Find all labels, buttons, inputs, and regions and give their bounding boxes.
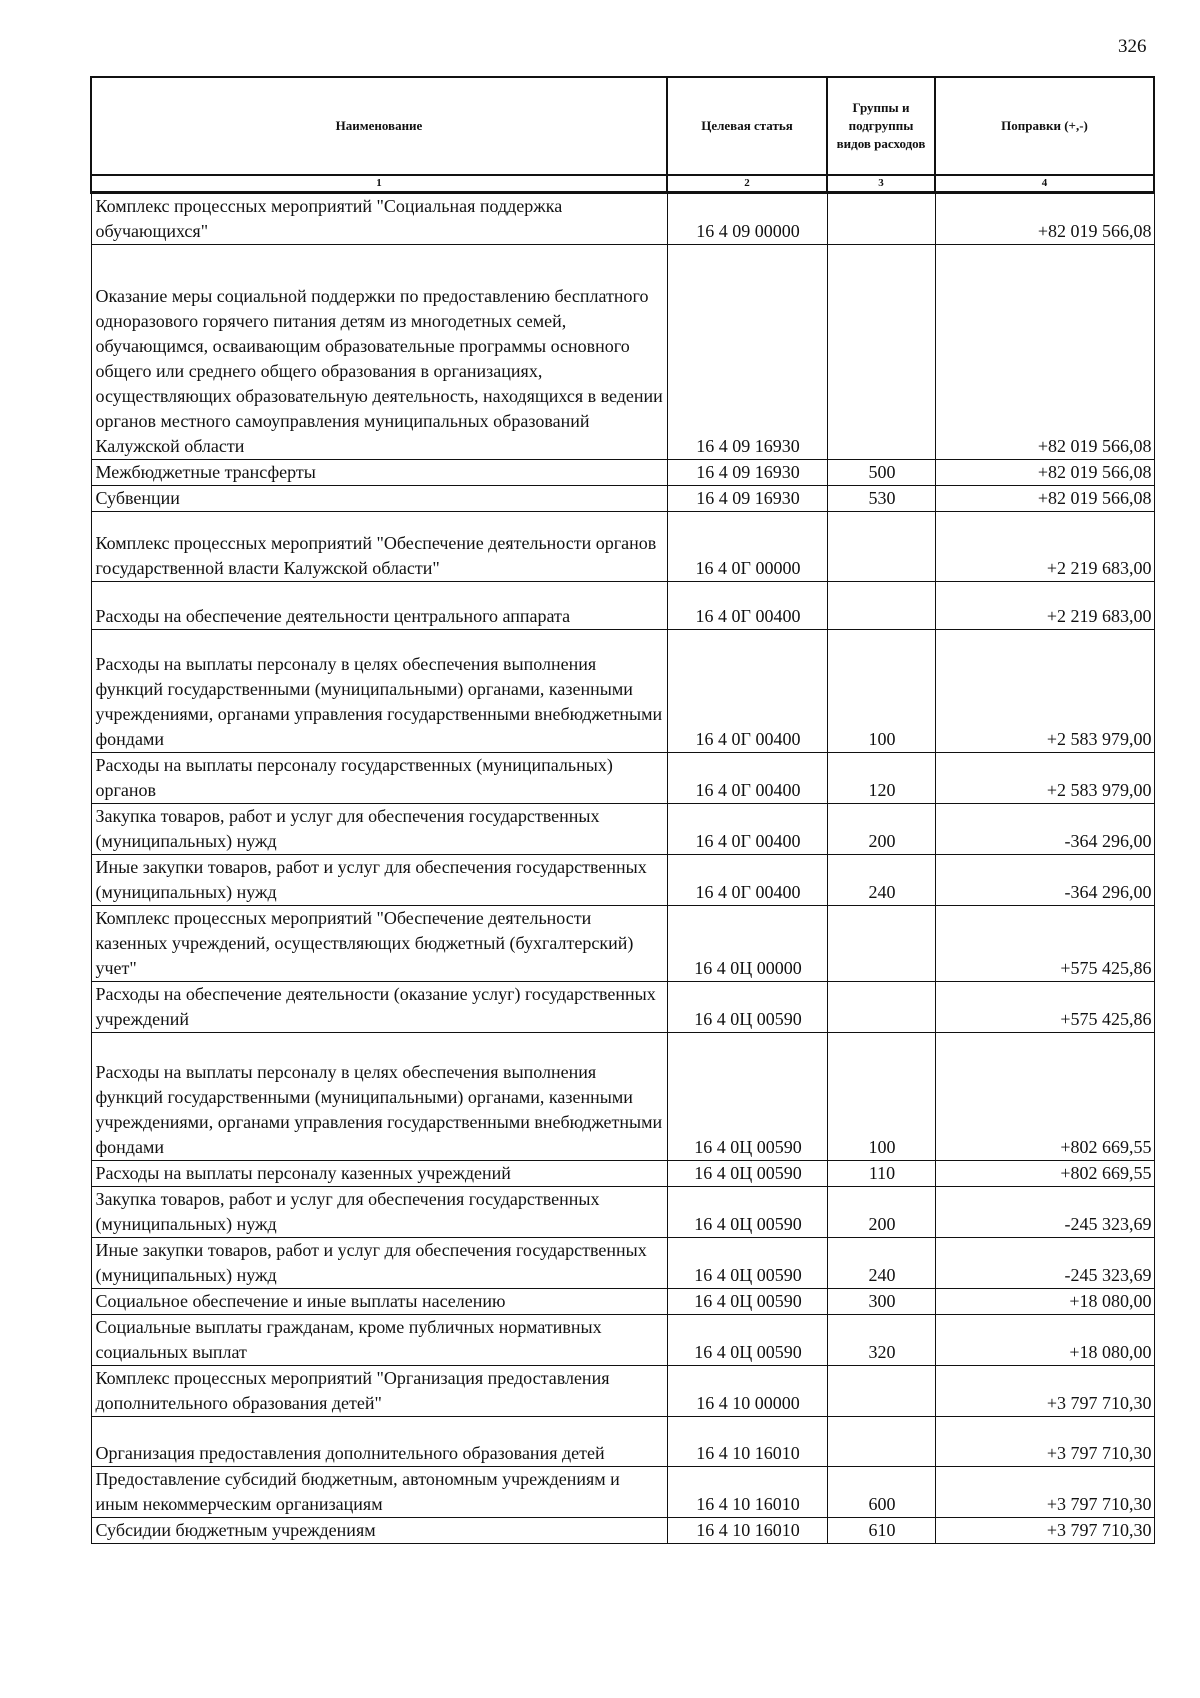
row-expense-group: 530 [827, 486, 935, 512]
row-name: Оказание меры социальной поддержки по предоставлению бесплатного одноразового горячего питания детям из многодетных семей, обучающимся, осваивающим образовательные программы основного общего или среднего общего образования в организациях, осуществляющих образовательную деятельность, находящихся в ведении органов местного самоуправления муниципальных образований Калужской области [91, 245, 667, 460]
row-target-article: 16 4 0Ц 00590 [667, 1161, 827, 1187]
table-row [91, 630, 1154, 753]
row-target-article: 16 4 0Ц 00590 [667, 1289, 827, 1315]
row-amount: +82 019 566,08 [935, 193, 1154, 245]
row-target-article: 16 4 0Г 00400 [667, 582, 827, 630]
row-name: Комплекс процессных мероприятий "Организация предоставления дополнительного образования детей" [91, 1366, 667, 1417]
row-name: Предоставление субсидий бюджетным, автономным учреждениям и иным некоммерческим организациям [91, 1467, 667, 1518]
column-number: 1 [91, 175, 667, 193]
header-name: Наименование [91, 77, 667, 175]
row-target-article: 16 4 0Ц 00000 [667, 906, 827, 982]
page-number: 326 [1118, 36, 1147, 57]
row-name: Расходы на выплаты персоналу в целях обеспечения выполнения функций государственными (муниципальными) органами, казенными учреждениями, органами управления государственными внебюджетными фондами [91, 1033, 667, 1161]
row-target-article: 16 4 0Г 00400 [667, 804, 827, 855]
table-row [91, 512, 1154, 582]
row-target-article: 16 4 09 16930 [667, 486, 827, 512]
row-name: Расходы на выплаты персоналу государственных (муниципальных) органов [91, 753, 667, 804]
row-expense-group: 100 [827, 630, 935, 753]
column-number-row [91, 175, 1154, 193]
row-name: Субсидии бюджетным учреждениям [91, 1518, 667, 1544]
row-expense-group: 610 [827, 1518, 935, 1544]
table-row [91, 1467, 1154, 1518]
row-amount: +575 425,86 [935, 906, 1154, 982]
row-name: Комплекс процессных мероприятий "Обеспечение деятельности казенных учреждений, осуществляющих бюджетный (бухгалтерский) учет" [91, 906, 667, 982]
row-target-article: 16 4 0Г 00400 [667, 630, 827, 753]
table-row [91, 1289, 1154, 1315]
budget-amendments-table [90, 76, 1155, 1544]
row-name: Социальные выплаты гражданам, кроме публичных нормативных социальных выплат [91, 1315, 667, 1366]
row-amount: +3 797 710,30 [935, 1518, 1154, 1544]
row-expense-group: 200 [827, 1187, 935, 1238]
table-row [91, 582, 1154, 630]
table-row [91, 1417, 1154, 1467]
row-amount: +2 583 979,00 [935, 753, 1154, 804]
row-amount: +18 080,00 [935, 1289, 1154, 1315]
row-expense-group [827, 982, 935, 1033]
row-expense-group: 110 [827, 1161, 935, 1187]
row-amount: +3 797 710,30 [935, 1366, 1154, 1417]
row-name: Социальное обеспечение и иные выплаты населению [91, 1289, 667, 1315]
row-amount: +2 583 979,00 [935, 630, 1154, 753]
row-expense-group: 240 [827, 855, 935, 906]
row-name: Иные закупки товаров, работ и услуг для обеспечения государственных (муниципальных) нужд [91, 855, 667, 906]
table-row [91, 486, 1154, 512]
row-target-article: 16 4 0Г 00400 [667, 855, 827, 906]
table-row [91, 982, 1154, 1033]
row-expense-group: 200 [827, 804, 935, 855]
row-expense-group [827, 582, 935, 630]
column-number: 3 [827, 175, 935, 193]
row-amount: +2 219 683,00 [935, 582, 1154, 630]
row-amount: +3 797 710,30 [935, 1417, 1154, 1467]
row-amount: -245 323,69 [935, 1187, 1154, 1238]
row-amount: +18 080,00 [935, 1315, 1154, 1366]
header-expense-group: Группы и подгруппы видов расходов [827, 77, 935, 175]
row-target-article: 16 4 0Г 00400 [667, 753, 827, 804]
row-name: Расходы на обеспечение деятельности (оказание услуг) государственных учреждений [91, 982, 667, 1033]
row-name: Межбюджетные трансферты [91, 460, 667, 486]
header-amendments: Поправки (+,-) [935, 77, 1154, 175]
table-row [91, 460, 1154, 486]
row-expense-group: 240 [827, 1238, 935, 1289]
row-amount: +82 019 566,08 [935, 486, 1154, 512]
row-expense-group: 600 [827, 1467, 935, 1518]
table-row [91, 245, 1154, 460]
row-name: Организация предоставления дополнительного образования детей [91, 1417, 667, 1467]
row-expense-group [827, 1417, 935, 1467]
table-row [91, 753, 1154, 804]
row-expense-group [827, 245, 935, 460]
header-target-article: Целевая статья [667, 77, 827, 175]
row-expense-group [827, 1366, 935, 1417]
row-amount: +82 019 566,08 [935, 245, 1154, 460]
table-row [91, 193, 1154, 245]
row-expense-group: 500 [827, 460, 935, 486]
table-row [91, 855, 1154, 906]
row-amount: +3 797 710,30 [935, 1467, 1154, 1518]
row-target-article: 16 4 0Г 00000 [667, 512, 827, 582]
row-amount: -364 296,00 [935, 804, 1154, 855]
row-name: Расходы на выплаты персоналу казенных учреждений [91, 1161, 667, 1187]
row-target-article: 16 4 0Ц 00590 [667, 1238, 827, 1289]
row-expense-group [827, 193, 935, 245]
row-target-article: 16 4 0Ц 00590 [667, 1187, 827, 1238]
column-number: 2 [667, 175, 827, 193]
row-expense-group [827, 512, 935, 582]
row-expense-group: 300 [827, 1289, 935, 1315]
row-target-article: 16 4 0Ц 00590 [667, 1033, 827, 1161]
row-amount: +82 019 566,08 [935, 460, 1154, 486]
table-row [91, 1315, 1154, 1366]
row-target-article: 16 4 10 00000 [667, 1366, 827, 1417]
row-expense-group: 120 [827, 753, 935, 804]
table-header-row [91, 77, 1154, 175]
table-row [91, 1161, 1154, 1187]
table-row [91, 1187, 1154, 1238]
row-amount: -245 323,69 [935, 1238, 1154, 1289]
row-name: Закупка товаров, работ и услуг для обеспечения государственных (муниципальных) нужд [91, 804, 667, 855]
table-row [91, 1033, 1154, 1161]
row-amount: -364 296,00 [935, 855, 1154, 906]
row-name: Иные закупки товаров, работ и услуг для обеспечения государственных (муниципальных) нужд [91, 1238, 667, 1289]
table-row [91, 906, 1154, 982]
row-target-article: 16 4 09 00000 [667, 193, 827, 245]
table-row [91, 1238, 1154, 1289]
row-amount: +802 669,55 [935, 1033, 1154, 1161]
row-name: Комплекс процессных мероприятий "Социальная поддержка обучающихся" [91, 193, 667, 245]
row-target-article: 16 4 0Ц 00590 [667, 1315, 827, 1366]
row-expense-group: 100 [827, 1033, 935, 1161]
row-target-article: 16 4 09 16930 [667, 460, 827, 486]
row-expense-group: 320 [827, 1315, 935, 1366]
row-name: Расходы на обеспечение деятельности центрального аппарата [91, 582, 667, 630]
row-amount: +2 219 683,00 [935, 512, 1154, 582]
row-amount: +575 425,86 [935, 982, 1154, 1033]
row-target-article: 16 4 09 16930 [667, 245, 827, 460]
row-amount: +802 669,55 [935, 1161, 1154, 1187]
row-target-article: 16 4 10 16010 [667, 1518, 827, 1544]
row-name: Расходы на выплаты персоналу в целях обеспечения выполнения функций государственными (муниципальными) органами, казенными учреждениями, органами управления государственными внебюджетными фондами [91, 630, 667, 753]
row-target-article: 16 4 10 16010 [667, 1417, 827, 1467]
row-name: Комплекс процессных мероприятий "Обеспечение деятельности органов государственной власти Калужской области" [91, 512, 667, 582]
table-row [91, 804, 1154, 855]
row-name: Субвенции [91, 486, 667, 512]
table-row [91, 1366, 1154, 1417]
row-name: Закупка товаров, работ и услуг для обеспечения государственных (муниципальных) нужд [91, 1187, 667, 1238]
table-row [91, 1518, 1154, 1544]
column-number: 4 [935, 175, 1154, 193]
row-expense-group [827, 906, 935, 982]
row-target-article: 16 4 10 16010 [667, 1467, 827, 1518]
row-target-article: 16 4 0Ц 00590 [667, 982, 827, 1033]
